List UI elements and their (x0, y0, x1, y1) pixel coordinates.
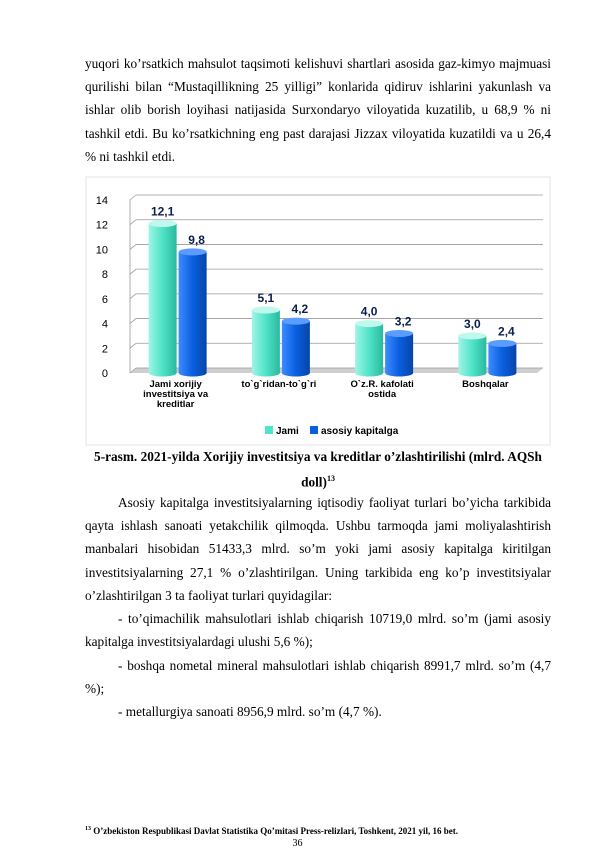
bar-jami (458, 336, 486, 373)
bar-top (355, 320, 383, 327)
data-label: 5,1 (257, 290, 275, 305)
bar-asosiy-kapitalga (282, 321, 310, 373)
bar-chart (85, 176, 551, 446)
page-number: 36 (292, 838, 303, 849)
bar-base (179, 370, 207, 377)
y-tick-label: 6 (101, 293, 108, 306)
data-label: 4,0 (360, 304, 378, 319)
bar-top (252, 306, 280, 313)
caption-footnote-ref: 13 (326, 474, 335, 483)
bar-base (282, 370, 310, 377)
y-tick-label: 0 (101, 368, 108, 380)
paragraph-4: - boshqa nometal mineral mahsulotlari ishlab chiqarish 8991,7 mlrd. so’m (4,7 %); (85, 658, 551, 697)
caption-text: 5-rasm. 2021-yilda Xorijiy investitsiya va kreditlar o’zlashtirilishi (mlrd. AQSh doll) (94, 449, 542, 490)
paragraph-2: Asosiy kapitalga investitsiyalarning iqtisodiy faoliyat turlari bo’yicha tarkibida qayta ishlash sanoati yetakchilik qilmoqda. Ushbu tarmoqda jami moliyalashtirish manbalari hisobidan 51433,3 mlrd. so’m yoki jami asosiy kapitalga kiritilgan investitsiyalarning 27,1 % o’zlashtirilgan. Uning tarkibida eng ko’p investitsiyalar o’zlashtirilgan 3 ta faoliyat turlari quyidagilar: (85, 495, 551, 603)
figure-caption (85, 446, 551, 493)
paragraph-3: - to’qimachilik mahsulotlari ishlab chiqarish 10719,0 mlrd. so’m (jami asosiy kapitalga investitsiyalardagi ulushi 5,6 %); (85, 611, 551, 650)
x-category-label: ostida (368, 389, 397, 400)
data-label: 9,8 (188, 232, 205, 247)
legend-label: asosiy kapitalga (321, 426, 399, 437)
paragraph-5: - metallurgiya sanoati 8956,9 mlrd. so’m (4,7 %). (118, 704, 382, 719)
y-tick-label: 4 (101, 318, 108, 331)
data-label: 3,0 (464, 316, 481, 331)
data-label: 3,2 (394, 314, 412, 329)
x-category-label: investitsiya va (143, 389, 209, 400)
bar-asosiy-kapitalga (179, 252, 207, 373)
bar-asosiy-kapitalga (488, 343, 516, 373)
footnote-mark: 13 (85, 826, 91, 832)
bar-top (282, 318, 310, 325)
bar-base (488, 370, 516, 377)
bar-top (488, 340, 516, 347)
footnote-text: O’zbekiston Respublikasi Davlat Statistika Qo’mitasi Press-relizlari, Toshkent, 2021 yil, 16 bet. (93, 826, 458, 836)
bar-asosiy-kapitalga (385, 333, 413, 373)
x-category-label: kreditlar (156, 399, 195, 410)
bar-top (458, 332, 486, 339)
bar-base (149, 370, 177, 377)
y-tick-label: 10 (95, 244, 108, 257)
bar-top (179, 248, 207, 255)
bar-base (355, 370, 383, 377)
x-category-label: to`g`ridan-to`g`ri (241, 379, 317, 390)
bar-jami (149, 223, 177, 373)
bar-top (149, 220, 177, 227)
x-category-label: O`z.R. kafolati (350, 379, 414, 390)
x-category-label: Jami xorijiy (149, 379, 202, 390)
bar-jami (252, 310, 280, 373)
y-tick-label: 2 (101, 343, 108, 356)
legend-label: Jami (276, 426, 299, 437)
bar-base (252, 370, 280, 377)
footnote (85, 826, 458, 836)
bar-jami (355, 324, 383, 373)
y-tick-label: 14 (95, 195, 108, 207)
bar-top (385, 330, 413, 337)
legend-swatch (310, 426, 318, 434)
y-tick-label: 8 (101, 269, 108, 282)
bar-base (458, 370, 486, 377)
bar-base (385, 370, 413, 377)
data-label: 12,1 (150, 204, 175, 219)
data-label: 2,4 (498, 324, 515, 339)
x-category-label: Boshqalar (462, 379, 509, 390)
legend-swatch (265, 426, 273, 434)
paragraph-1: yuqori ko’rsatkich mahsulot taqsimoti kelishuvi shartlari asosida gaz-kimyo majmuasi qurilishi bilan “Mustaqillikning 25 yilligi” konlarida qidiruv ishlarini yakunlash va ishlar olib borish loyihasi natijasida Surxondaryo viloyatida kuzatilib, u 68,9 % ni tashkil etdi. Bu ko’rsatkichning eng past darajasi Jizzax viloyatida kuzatildi va u 26,4 % ni tashkil etdi. (85, 56, 551, 164)
y-tick-label: 12 (95, 219, 108, 232)
data-label: 4,2 (291, 302, 309, 317)
